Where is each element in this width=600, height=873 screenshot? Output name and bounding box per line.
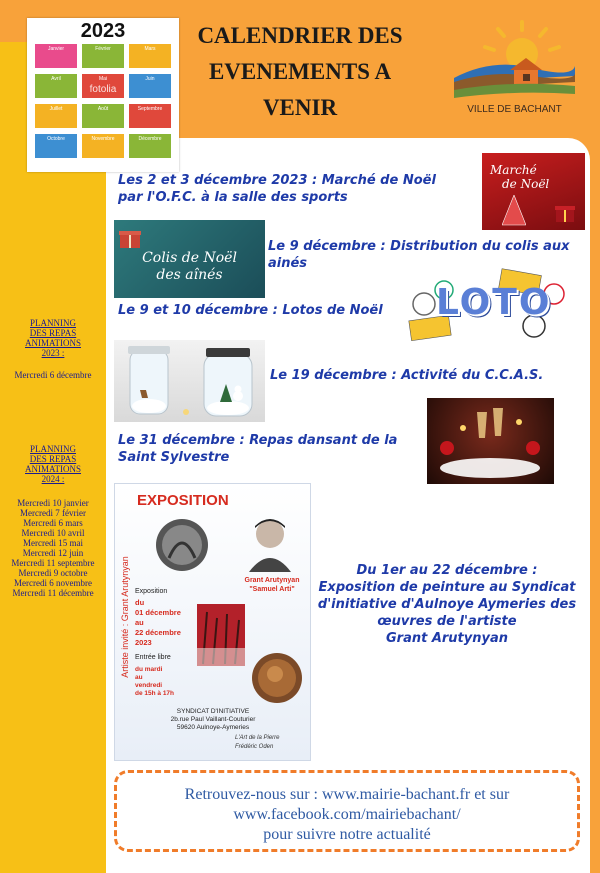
calendar-month-tile: Juin [129, 74, 171, 98]
image-caption: Colis de Noël des aînés [142, 250, 237, 283]
calendar-month-tile: Septembre [129, 104, 171, 128]
poster-vertical-text: Artiste invité : Grant Arutynyan [120, 556, 130, 678]
planning-date: Mercredi 9 octobre [18, 568, 88, 578]
planning-2024-block [0, 444, 106, 598]
event-colis-aines: Le 9 décembre : Distribution du colis aux ainés [268, 239, 570, 271]
image-caption: Marché de Noël [490, 163, 550, 191]
planning-dates-list [0, 498, 106, 598]
page-title: CALENDRIER DES EVENEMENTS A VENIR [197, 23, 403, 120]
logo-label: VILLE DE BACHANT [467, 104, 562, 115]
event-lotos: Le 9 et 10 décembre : Lotos de Noël [118, 303, 383, 318]
footer-box [114, 770, 580, 852]
artist-portrait-icon [245, 514, 295, 572]
poster-heading: EXPOSITION [137, 492, 229, 509]
event-exposition: Du 1er au 22 décembre : Exposition de peinture au Syndicat d'initiative d'Aulnoye Aymeries des œuvres de l'artiste Grant Arutynyan [317, 563, 577, 646]
poster-address: SYNDICAT D'INITIATIVE 2b.rue Paul Vaillant-Couturier 59620 Aulnoye-Aymeries [170, 708, 256, 731]
event-ccas: Le 19 décembre : Activité du C.C.A.S. [270, 368, 544, 383]
planning-date: Mercredi 6 décembre [14, 370, 92, 380]
planning-date: Mercredi 12 juin [22, 548, 84, 558]
event-saint-sylvestre: Le 31 décembre : Repas dansant de la Saint Sylvestre [118, 433, 398, 465]
saint-sylvestre-image [427, 398, 554, 484]
calendar-month-tile: Mai [82, 74, 124, 98]
calendar-month-tile: Mars [129, 44, 171, 68]
planning-2023-block [0, 318, 106, 380]
planning-2024-heading[interactable]: PLANNING DES REPAS ANIMATIONS 2024 : [25, 444, 81, 484]
calendar-month-tile: Décembre [129, 134, 171, 158]
painting-thumbnail-icon [197, 604, 245, 666]
colis-de-noel-image [114, 220, 265, 298]
christmas-tree-icon [502, 195, 526, 229]
poster-dates: du 01 décembre au 22 décembre 2023 [135, 598, 181, 647]
poster-entry: Entrée libre [135, 654, 171, 661]
jar-icon [114, 340, 265, 422]
calendar-month-tile: Février [82, 44, 124, 68]
planning-date: Mercredi 6 novembre [14, 578, 92, 588]
footer-line: Retrouvez-nous sur : www.mairie-bachant.fr et sur [184, 786, 510, 803]
calendar-2023-illustration [27, 18, 179, 172]
event-marche-de-noel: Les 2 et 3 décembre 2023 : Marché de Noël par l'O.F.C. à la salle des sports [118, 173, 436, 205]
champagne-glass-icon [427, 398, 554, 484]
calendar-month-tile: Avril [35, 74, 77, 98]
footer-line: pour suivre notre actualité [263, 826, 431, 843]
gift-icon [118, 226, 142, 250]
planning-date: Mercredi 10 janvier [17, 498, 89, 508]
artwork-circle-icon [155, 518, 209, 572]
planning-date: Mercredi 6 mars [23, 518, 83, 528]
poster-exposition-label: Exposition [135, 588, 168, 595]
sculpture-medallion-icon [251, 652, 303, 704]
calendar-month-tile: Janvier [35, 44, 77, 68]
planning-date: Mercredi 11 décembre [12, 588, 94, 598]
footer-facebook-link[interactable]: www.facebook.com/mairiebachant/ [233, 806, 461, 823]
poster-hours: du mardi au vendredi de 15h à 17h [135, 666, 175, 697]
calendar-month-tile: Août [82, 104, 124, 128]
loto-word: LOTO [436, 282, 552, 323]
poster-artist: Grant Arutynyan "Samuel Arti" [244, 577, 300, 593]
planning-date: Mercredi 11 septembre [11, 558, 95, 568]
loto-image [404, 264, 576, 344]
marche-de-noel-image [482, 153, 585, 230]
calendar-month-tile: Octobre [35, 134, 77, 158]
planning-date: Mercredi 15 mai [23, 538, 83, 548]
planning-date: Mercredi 7 février [20, 508, 86, 518]
exposition-poster [114, 483, 311, 761]
gift-icon [554, 201, 576, 223]
planning-date: Mercredi 10 avril [21, 528, 85, 538]
calendar-year: 2023 [80, 20, 126, 42]
planning-2023-heading[interactable]: PLANNING DES REPAS ANIMATIONS 2023 : [25, 318, 81, 358]
calendar-watermark: fotolia [89, 84, 117, 95]
poster-credit: L'Art de la Pierre Frédéric Oden [235, 735, 280, 750]
calendar-month-tile: Novembre [82, 134, 124, 158]
snow-globe-jars-image [114, 340, 265, 422]
calendar-month-tile: Juillet [35, 104, 77, 128]
